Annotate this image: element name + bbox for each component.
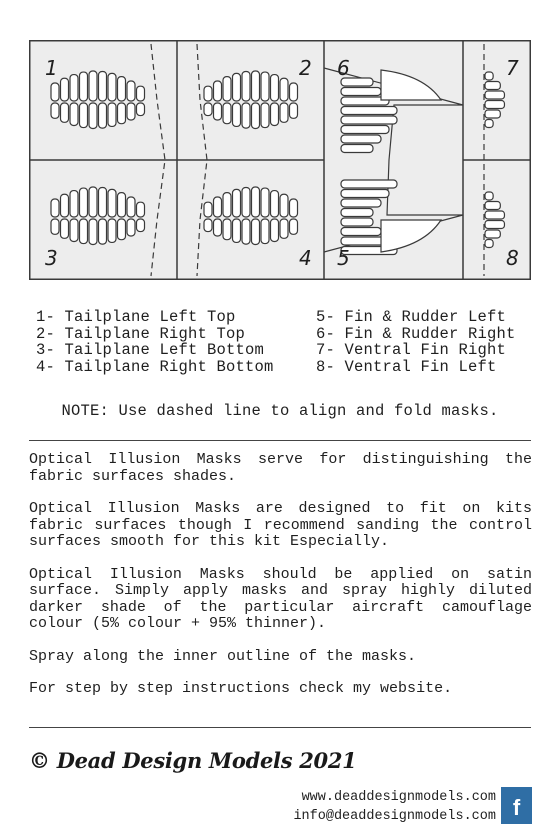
mask-strip (214, 219, 222, 236)
panel-number-2: 2 (299, 56, 312, 80)
mask-strip (242, 103, 250, 128)
mask-strip (204, 103, 212, 116)
mask-legend (36, 309, 536, 375)
mask-strip (280, 219, 288, 238)
mask-strip (204, 86, 212, 101)
mask-strip (242, 219, 250, 244)
legend-item-2: 2- Tailplane Right Top (36, 324, 246, 343)
mask-strip (271, 191, 279, 217)
website-link[interactable]: www.deaddesignmodels.com (301, 790, 496, 805)
mask-strip (485, 72, 493, 80)
mask-strip (261, 188, 269, 217)
mask-strip (485, 110, 500, 118)
mask-strip (341, 218, 373, 226)
mask-strip (271, 75, 279, 101)
mask-strip (341, 107, 397, 115)
mask-strip (51, 83, 59, 101)
fold-note: NOTE: Use dashed line to align and fold masks. (61, 402, 499, 420)
instruction-paragraph-2: Optical Illusion Masks are designed to fit on kits fabric surfaces though I recommend sanding the control surfaces smooth for this kit Especially. (29, 500, 532, 550)
mask-strip (261, 103, 269, 128)
mask-strip (108, 219, 116, 242)
mask-strip (341, 190, 389, 198)
instruction-paragraph-4: Spray along the inner outline of the masks. (29, 647, 417, 665)
mask-strip (252, 187, 260, 217)
mask-strip (89, 103, 97, 128)
mask-strip (485, 192, 493, 200)
divider-top (29, 440, 531, 441)
mask-strip (341, 135, 381, 143)
mask-strip (127, 81, 135, 101)
mask-strip (214, 103, 222, 120)
mask-strip (127, 103, 135, 120)
mask-strip (70, 103, 78, 125)
mask-strip (99, 187, 107, 217)
mask-strip (290, 219, 298, 234)
mask-strip (485, 82, 500, 90)
mask-strip (341, 116, 397, 124)
mask-strip (89, 187, 97, 217)
mask-strip (70, 219, 78, 241)
panel-number-7: 7 (506, 56, 519, 80)
panel-number-1: 1 (45, 56, 58, 80)
legend-item-5: 5- Fin & Rudder Left (316, 308, 507, 326)
email-link[interactable]: info@deaddesignmodels.com (293, 809, 496, 824)
mask-strip (61, 103, 69, 122)
mask-strip (214, 81, 222, 101)
mask-strip (223, 219, 231, 240)
mask-strip (108, 73, 116, 101)
mask-strip (242, 71, 250, 101)
legend-item-1: 1- Tailplane Left Top (36, 308, 236, 326)
mask-strip (341, 126, 389, 134)
legend-item-3: 3- Tailplane Left Bottom (36, 341, 265, 359)
mask-strip (242, 187, 250, 217)
mask-strip (223, 103, 231, 124)
mask-strip (280, 78, 288, 101)
mask-strip (89, 71, 97, 101)
mask-strip (485, 230, 500, 238)
mask-strip (280, 103, 288, 122)
mask-strip (99, 71, 107, 101)
mask-strip (80, 72, 88, 101)
mask-sheet (29, 40, 531, 280)
mask-strip (204, 219, 212, 232)
mask-strip (61, 78, 69, 101)
mask-strip (89, 219, 97, 244)
instruction-paragraph-5: For step by step instructions check my website. (29, 680, 453, 697)
mask-strip (118, 77, 126, 101)
mask-strip (99, 103, 107, 128)
mask-strip (485, 91, 504, 99)
contact-block (293, 788, 496, 826)
legend-item-7: 7- Ventral Fin Right (316, 341, 507, 359)
mask-strip (233, 73, 241, 101)
mask-strip (118, 103, 126, 124)
mask-strip (280, 194, 288, 217)
mask-strip (341, 180, 397, 188)
mask-strip (127, 219, 135, 236)
mask-strip (80, 103, 88, 128)
mask-strip (108, 103, 116, 126)
facebook-icon[interactable] (501, 787, 532, 824)
mask-strip (233, 219, 241, 242)
panel-number-3: 3 (45, 246, 58, 270)
mask-strip (271, 219, 279, 241)
mask-strip (204, 202, 212, 217)
mask-strip (51, 103, 59, 118)
mask-strip (341, 145, 373, 153)
mask-strip (252, 71, 260, 101)
legend-right-column (316, 309, 516, 375)
mask-strip (127, 197, 135, 217)
mask-strip (485, 120, 493, 128)
mask-strip (51, 199, 59, 217)
mask-strip (137, 103, 145, 116)
panel-number-8: 8 (506, 246, 519, 270)
mask-strip (223, 193, 231, 217)
mask-strip (485, 202, 500, 210)
copyright-signature: © Dead Design Models 2021 (29, 748, 357, 773)
mask-strip (233, 189, 241, 217)
mask-strip (341, 199, 381, 207)
mask-strip (252, 103, 260, 128)
mask-strip (341, 88, 381, 96)
mask-strip (485, 101, 504, 109)
mask-strip (271, 103, 279, 125)
mask-strip (252, 219, 260, 244)
facebook-glyph: f (512, 795, 521, 820)
mask-strip (137, 202, 145, 217)
mask-strip (137, 219, 145, 232)
instruction-paragraph-3: Optical Illusion Masks should be applied on satin surface. Simply apply masks and spray highly diluted darker shade of the particular aircraft camouflage colour (5% colour + 95% thinner). (29, 565, 532, 632)
mask-strip (80, 188, 88, 217)
mask-strip (70, 75, 78, 101)
mask-strip (261, 219, 269, 244)
mask-strip (99, 219, 107, 244)
instructions (29, 452, 532, 714)
instruction-paragraph-1: Optical Illusion Masks serve for distinguishing the fabric surfaces shades. (29, 451, 532, 485)
mask-strip (485, 240, 493, 248)
panel-number-6: 6 (337, 56, 350, 80)
divider-bottom (29, 727, 531, 728)
mask-strip (341, 209, 373, 217)
mask-strip (108, 189, 116, 217)
mask-strip (233, 103, 241, 126)
mask-strip (70, 191, 78, 217)
mask-strip (290, 103, 298, 118)
mask-strip (223, 77, 231, 101)
mask-strip (485, 211, 504, 219)
panel-number-4: 4 (299, 246, 312, 270)
mask-strip (137, 86, 145, 101)
legend-item-8: 8- Ventral Fin Left (316, 357, 497, 376)
mask-strip (118, 219, 126, 240)
mask-strip (290, 83, 298, 101)
legend-left-column (36, 309, 316, 375)
mask-strip (214, 197, 222, 217)
mask-strip (51, 219, 59, 234)
mask-strip (118, 193, 126, 217)
mask-strip (261, 72, 269, 101)
mask-strip (80, 219, 88, 244)
legend-item-4: 4- Tailplane Right Bottom (36, 357, 274, 376)
mask-strip (485, 221, 504, 229)
legend-item-6: 6- Fin & Rudder Right (316, 324, 516, 343)
mask-strip (290, 199, 298, 217)
mask-strip (61, 219, 69, 238)
panel-number-5: 5 (337, 246, 350, 270)
mask-strip (61, 194, 69, 217)
mask-strip (341, 228, 381, 236)
